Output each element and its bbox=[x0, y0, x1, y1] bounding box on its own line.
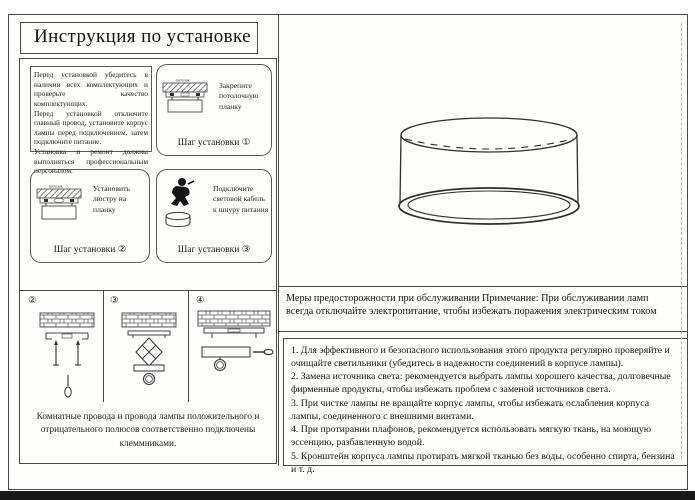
page-border bbox=[8, 14, 688, 490]
fold-crease-line bbox=[681, 23, 682, 459]
ceiling-plate-icon bbox=[162, 77, 214, 119]
diagram-label-3: ③ bbox=[110, 296, 119, 306]
maintenance-item: 4. При протирании плафонов, рекомендуется использовать мягкую ткань, на моющую эссенцию, разбавленную водой. bbox=[291, 424, 652, 449]
step-2-box bbox=[30, 169, 150, 263]
diagram-label-2: ② bbox=[28, 296, 37, 306]
diagram-anchor-screws-illustration bbox=[38, 307, 96, 405]
safety-note: Меры предосторожности при обслуживании Примечание: При обслуживании ламп всегда отключайте электропитание, чтобы избежать поражения электрическим током bbox=[286, 293, 657, 318]
divider bbox=[20, 290, 276, 291]
step-caption: Установить люстру на планку bbox=[93, 184, 130, 214]
divider bbox=[278, 286, 687, 287]
step-label: Шаг установки ② bbox=[53, 245, 127, 255]
step-3-box bbox=[156, 169, 272, 263]
maintenance-list-box bbox=[283, 338, 688, 475]
chandelier-on-plate-icon bbox=[36, 183, 88, 225]
maintenance-item: 3. При чистке лампы не вращайте корпус лампы, чтобы избежать ослабления корпуса лампы, соединенного с внешними винтами. bbox=[291, 397, 650, 422]
maintenance-item: 5. Кронштейн корпуса лампы протирать мягкой тканью без воды, особенно спирта, бензина и т. д. bbox=[291, 450, 675, 475]
divider bbox=[188, 290, 189, 402]
diagram-wire-connection-illustration bbox=[120, 307, 178, 405]
intro-line: Установка и ремонт должны выполняться профессиональным персоналом. bbox=[34, 147, 148, 176]
scan-edge-artifact bbox=[0, 491, 695, 500]
installation-panel bbox=[19, 58, 277, 464]
step-caption: Подключите световой кабель к шнуру питания bbox=[213, 184, 269, 214]
step-label: Шаг установки ① bbox=[177, 138, 251, 148]
divider bbox=[278, 331, 687, 332]
worker-with-lamp-icon bbox=[161, 176, 211, 230]
wiring-note: Комнатные провода и провода лампы положительного и отрицательного полюсов соответственно подключены клеммниками. bbox=[36, 412, 260, 449]
maintenance-item: 2. Замена источника света: рекомендуется выбрать лампы хорошего качества, долговечные фирменные продукты, чтобы избежать проблем с заменой источников света. bbox=[291, 371, 671, 396]
page-title: Инструкция по установке bbox=[34, 26, 252, 47]
step-label: Шаг установки ③ bbox=[177, 245, 251, 255]
step-caption: Закрепите потолочную планку bbox=[219, 81, 259, 111]
intro-line: Перед установкой отключите главный провод, установите корпус лампы перед подключением, затем подключите питание. bbox=[34, 108, 148, 147]
maintenance-item: 1. Для эффективного и безопасного использования этого продукта регулярно проверяйте и очищайте светильники (убедитесь в надежности соединений в корпусе лампы). bbox=[291, 345, 670, 369]
intro-warning-box bbox=[30, 66, 152, 176]
title-box bbox=[20, 22, 258, 54]
drum-lamp-illustration bbox=[387, 99, 592, 251]
ceiling-label: потолок bbox=[49, 183, 63, 189]
step-1-box bbox=[156, 64, 272, 156]
ceiling-label: потолок bbox=[176, 77, 190, 83]
divider bbox=[103, 290, 104, 402]
divider bbox=[278, 15, 279, 466]
diagram-base-screwdriver-illustration bbox=[196, 307, 274, 379]
intro-line: Перед установкой убедитесь в наличии всех комплектующих и проверьте качество комплектующих. bbox=[34, 70, 148, 108]
diagram-label-4: ④ bbox=[196, 296, 205, 306]
